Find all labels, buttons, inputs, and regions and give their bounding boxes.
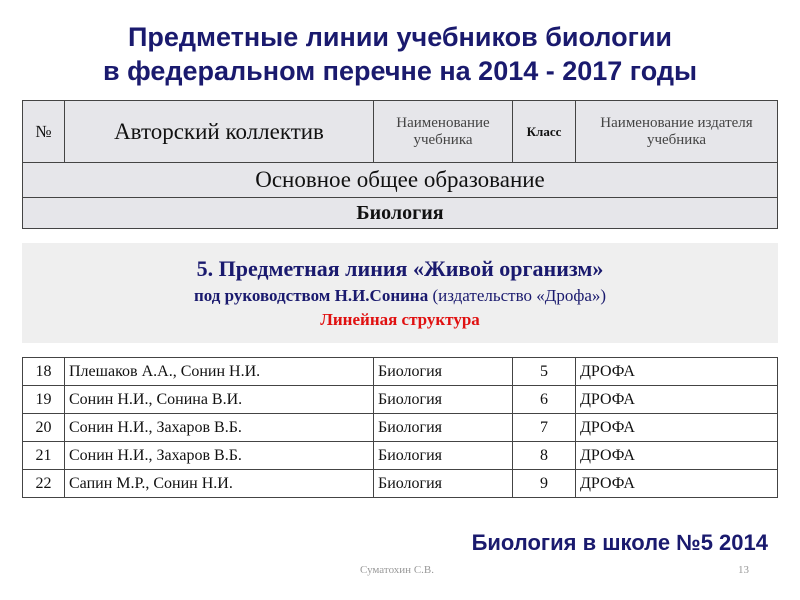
cell-authors: Плешаков А.А., Сонин Н.И. [65,358,374,386]
cell-publisher: ДРОФА [576,470,778,498]
cell-book: Биология [374,386,513,414]
footer-author: Суматохин С.В. [360,564,434,576]
table-row [23,358,778,386]
cell-book: Биология [374,470,513,498]
col-authors: Авторский коллектив [65,101,374,163]
title-line-1: Предметные линии учебников биологии [127,22,673,52]
cell-grade: 9 [513,470,576,498]
col-publisher: Наименование издателя учебника [576,101,778,163]
table-row [23,386,778,414]
col-grade: Класс [513,101,576,163]
table-row [23,414,778,442]
col-num: № [23,101,65,163]
cell-grade: 8 [513,442,576,470]
cell-authors: Сонин Н.И., Захаров В.Б. [65,442,374,470]
subject-row: Биология [23,198,778,229]
slide-title [0,20,800,88]
cell-num: 18 [23,358,65,386]
cell-authors: Сонин Н.И., Сонина В.И. [65,386,374,414]
cell-book: Биология [374,414,513,442]
level-row: Основное общее образование [23,163,778,198]
table-row [23,470,778,498]
cell-authors: Сапин М.Р., Сонин Н.И. [65,470,374,498]
line-editor: под руководством Н.И.Сонина [193,286,429,305]
cell-publisher: ДРОФА [576,442,778,470]
col-book: Наименование учебника [374,101,513,163]
page-number: 13 [738,564,749,576]
header-row [23,101,778,163]
cell-grade: 6 [513,386,576,414]
cell-num: 19 [23,386,65,414]
header-table [22,100,778,229]
cell-authors: Сонин Н.И., Захаров В.Б. [65,414,374,442]
cell-grade: 7 [513,414,576,442]
cell-book: Биология [374,442,513,470]
textbooks-table [22,357,778,498]
cell-num: 21 [23,442,65,470]
line-structure: Линейная структура [320,310,480,329]
table-row [23,442,778,470]
cell-num: 20 [23,414,65,442]
line-heading: 5. Предметная линия «Живой организм» [196,256,604,281]
cell-num: 22 [23,470,65,498]
title-line-2: в федеральном перечне на 2014 - 2017 годы [102,56,698,86]
cell-grade: 5 [513,358,576,386]
line-info-box [22,243,778,343]
cell-publisher: ДРОФА [576,414,778,442]
cell-publisher: ДРОФА [576,358,778,386]
line-publisher-note: (издательство «Дрофа») [432,286,607,305]
subtitle: Биология в школе №5 2014 [471,530,768,555]
cell-book: Биология [374,358,513,386]
cell-publisher: ДРОФА [576,386,778,414]
